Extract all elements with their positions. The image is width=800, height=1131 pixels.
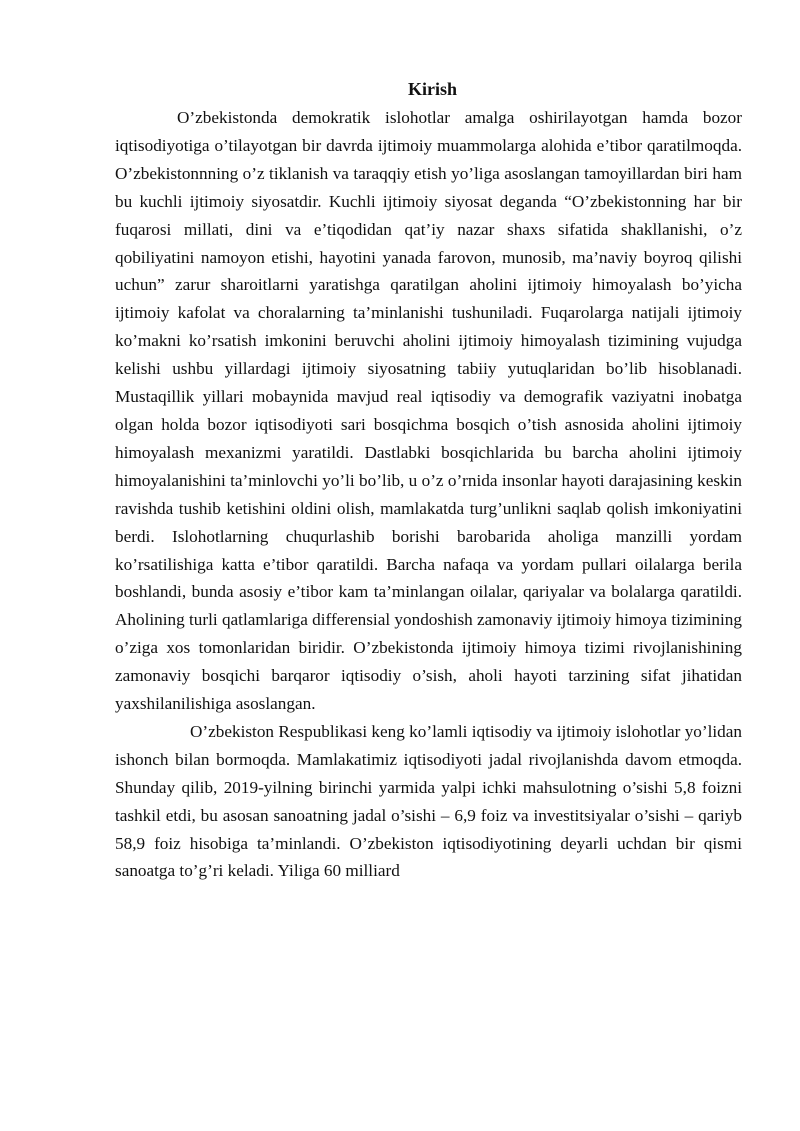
document-title: Kirish [407, 79, 457, 99]
paragraph-1: O’zbekistonda demokratik islohotlar amalga oshirilayotgan hamda bozor iqtisodiyotiga o’tilayotgan bir davrda ijtimoiy muammolarga alohida e’tibor qaratilmoqda. O’zbekistonnning o’z tiklanish va taraqqiy etish yo’liga asoslangan tamoyillardan biri ham bu kuchli ijtimoiy siyosatdir. Kuchli ijtimoiy siyosat deganda “O’zbekistonning har bir fuqarosi millati, dini va e’tiqodidan qat’iy nazar shaxs sifatida shakllanishi, o’z qobiliyatini namoyon etishi, hayotini yanada farovon, munosib, ma’naviy boyroq qilishi uchun” zarur sharoitlarni yaratishga qaratilgan aholini ijtimoiy himoyalash bo’yicha ijtimoiy kafolat va choralarning ta’minlanishi tushuniladi. Fuqarolarga natijali ijtimoiy ko’makni ko’rsatish imkonini beruvchi aholini ijtimoiy himoyalash tizimining vujudga kelishi ushbu yillardagi ijtimoiy siyosatning tabiiy yutuqlaridan bo’lib hisoblanadi. Mustaqillik yillari mobaynida mavjud real iqtisodiy va demografik vaziyatni inobatga olgan holda bozor iqtisodiyoti sari bosqichma bosqich o’tish asnosida aholini ijtimoiy himoyalash mexanizmi yaratildi. Dastlabki bosqichlarida bu barcha aholini ijtimoiy himoyalanishini ta’minlovchi yo’li bo’lib, u o’z o’rnida insonlar hayoti darajasining keskin ravishda tushib ketishini oldini olish, mamlakatda turg’unlikni saqlab qolish imkoniyatini berdi. Islohotlarning chuqurlashib borishi barobarida aholiga manzilli yordam ko’rsatilishiga katta e’tibor qaratildi. Barcha nafaqa va yordam pullari oilalarga berila boshlandi, bunda asosiy e’tibor kam ta’minlangan oilalar, qariyalar va bolalarga qaratildi. Aholining turli qatlamlariga differensial yondoshish zamonaviy ijtimoiy himoya tizimining o’ziga xos tomonlaridan biridir. O’zbekistonda ijtimoiy himoya tizimi rivojlanishining zamonaviy bosqichi barqaror iqtisodiy o’sish, aholi hayoti tarzining sifat jihatidan yaxshilanilishiga asoslangan. [115, 108, 742, 714]
document-page [115, 76, 742, 885]
paragraph-2: O’zbekiston Respublikasi keng ko’lamli iqtisodiy va ijtimoiy islohotlar yo’lidan ishonch bilan bormoqda. Mamlakatimiz iqtisodiyoti jadal rivojlanishda davom etmoqda. Shunday qilib, 2019-yilning birinchi yarmida yalpi ichki mahsulotning o’sishi 5,8 foizni tashkil etdi, bu asosan sanoatning jadal o’sishi – 6,9 foiz va investitsiyalar o’sishi – qariyb 58,9 foiz hisobiga ta’minlandi. O’zbekiston iqtisodiyotining deyarli uchdan bir qismi sanoatga to’g’ri keladi. Yiliga 60 milliard [115, 721, 742, 881]
